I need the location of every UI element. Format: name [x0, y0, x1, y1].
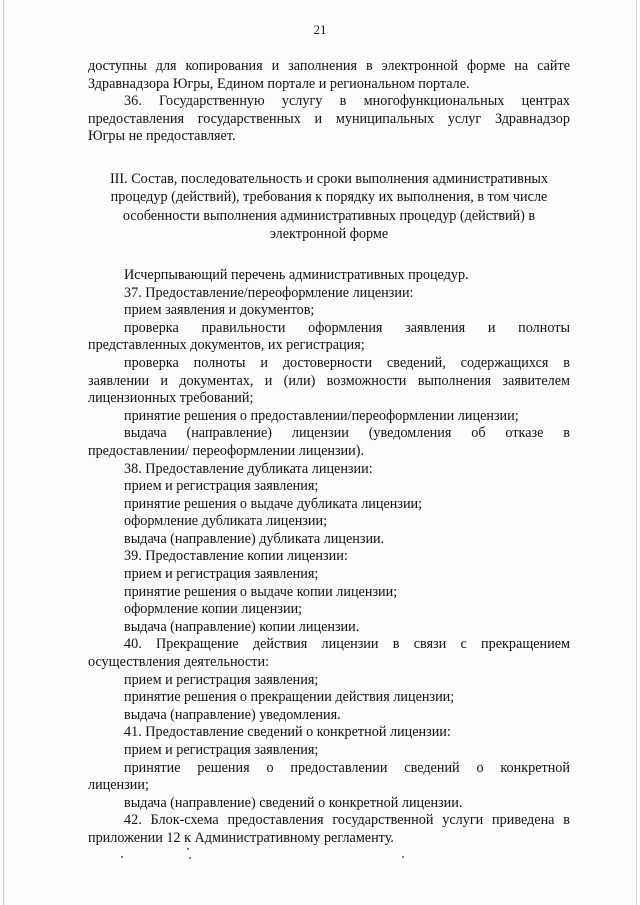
list-item: осуществления деятельности:	[88, 654, 270, 671]
list-item: представленных документов, их регистрация;	[88, 337, 365, 354]
list-item: выдача (направление) сведений о конкретной лицензии.	[124, 794, 463, 811]
section-heading	[88, 170, 570, 244]
list-item: 40. Прекращение действия лицензии в связи с прекращением	[124, 636, 570, 653]
scan-speck	[402, 856, 404, 858]
scan-speck	[187, 848, 189, 850]
scan-speck	[189, 857, 191, 859]
list-item: принятие решения о предоставлении сведений о конкретной	[124, 759, 570, 776]
scan-edge-left	[3, 0, 4, 905]
list-item: прием и регистрация заявления;	[124, 478, 319, 495]
section-heading-line: особенности выполнения административных процедур (действий) в	[122, 207, 536, 224]
list-item: прием заявления и документов;	[124, 302, 315, 319]
list-item: принятие решения о выдаче дубликата лицензии;	[124, 495, 423, 512]
list-item: выдача (направление) дубликата лицензии.	[124, 530, 385, 547]
list-item: проверка полноты и достоверности сведений, содержащихся в	[124, 354, 570, 371]
paragraph-text: предоставления государственных и муниципальных услуг Здравнадзор	[88, 110, 570, 127]
document-body	[88, 58, 570, 848]
list-item: лицензионных требований;	[88, 390, 254, 407]
list-item: Исчерпывающий перечень административных процедур.	[124, 266, 469, 283]
list-item: выдача (направление) лицензии (уведомления об отказе в	[124, 425, 570, 442]
list-item: прием и регистрация заявления;	[124, 671, 319, 688]
page-number: 21	[313, 22, 327, 37]
scan-specks	[0, 846, 640, 866]
list-item: принятие решения о прекращении действия лицензии;	[124, 689, 455, 706]
list-item: приложении 12 к Административному регламенту.	[88, 829, 394, 846]
section-heading-line: процедур (действий), требования к порядку их выполнения, в том числе	[110, 189, 548, 206]
list-item: оформление копии лицензии;	[124, 601, 303, 618]
scan-edge-right	[636, 0, 637, 905]
list-item: выдача (направление) копии лицензии.	[124, 618, 360, 635]
list-item: прием и регистрация заявления;	[124, 566, 319, 583]
scan-speck	[121, 856, 123, 858]
list-item: выдача (направление) уведомления.	[124, 706, 341, 723]
list-item: 38. Предоставление дубликата лицензии:	[124, 460, 373, 477]
list-item: прием и регистрация заявления;	[124, 742, 319, 758]
list-item: заявлении и документах, и (или) возможности выполнения заявителем	[88, 372, 570, 389]
list-item: 41. Предоставление сведений о конкретной лицензии:	[124, 724, 451, 741]
section-heading-line: электронной форме	[269, 226, 389, 243]
paragraph-text: доступны для копирования и заполнения в электронной форме на сайте	[88, 58, 570, 74]
list-item: проверка правильности оформления заявления и полноты	[124, 319, 570, 336]
paragraph-text: Здравнадзора Югры, Едином портале и региональном портале.	[88, 75, 470, 92]
list-item: лицензии;	[88, 777, 149, 794]
list-item: 42. Блок-схема предоставления государственной услуги приведена в	[124, 812, 570, 829]
list-item: предоставлении/ переоформлении лицензии).	[88, 442, 365, 459]
paragraph-text: 36. Государственную услугу в многофункциональных центрах	[124, 93, 570, 110]
list-item: 37. Предоставление/переоформление лицензии:	[124, 284, 414, 301]
list-item: принятие решения о выдаче копии лицензии;	[124, 583, 398, 600]
list-item: 39. Предоставление копии лицензии:	[124, 548, 348, 565]
paragraph-text: Югры не предоставляет.	[88, 128, 236, 145]
list-item: принятие решения о предоставлении/переоформлении лицензии;	[124, 407, 519, 424]
section-heading-line: III. Состав, последовательность и сроки выполнения административных	[109, 170, 549, 187]
list-item: оформление дубликата лицензии;	[124, 513, 328, 530]
